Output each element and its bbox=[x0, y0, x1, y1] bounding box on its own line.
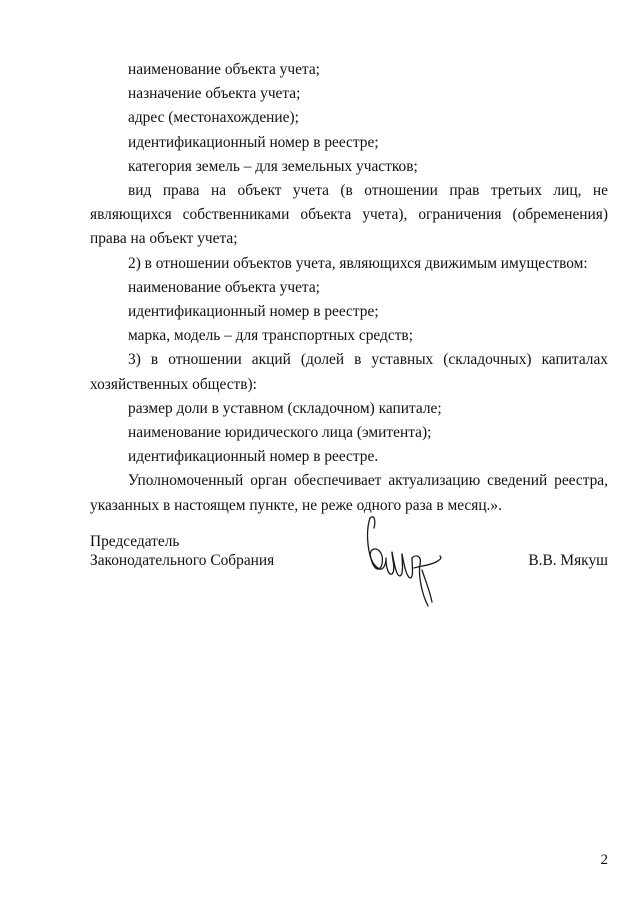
signature-block bbox=[90, 532, 608, 612]
paragraph-movable-property: 2) в отношении объектов учета, являющихся движимым имуществом: bbox=[128, 254, 588, 272]
paragraph-share-size: размер доли в уставном (складочном) капитале; bbox=[128, 399, 442, 417]
paragraph-address: адрес (местонахождение); bbox=[128, 109, 299, 127]
signatory-title-line1: Председатель bbox=[90, 533, 180, 550]
paragraph-land-category: категория земель – для земельных участков; bbox=[128, 157, 418, 175]
signatory-title bbox=[90, 532, 274, 570]
handwritten-signature bbox=[362, 510, 446, 610]
paragraph-shares: 3) в отношении акций (долей в уставных (складочных) капиталах хозяйственных обществ): bbox=[90, 351, 608, 393]
document-body bbox=[90, 58, 608, 518]
paragraph-vehicle-model: марка, модель – для транспортных средств; bbox=[128, 327, 413, 345]
paragraph-registry-id: идентификационный номер в реестре; bbox=[128, 133, 379, 151]
paragraph-right-type: вид права на объект учета (в отношении прав третьих лиц, не являющихся собственниками объекта учета), ограничения (обременения) права на объект учета; bbox=[90, 182, 608, 248]
paragraph-object-purpose: назначение объекта учета; bbox=[128, 85, 301, 103]
paragraph-object-name: наименование объекта учета; bbox=[128, 61, 320, 78]
paragraph-movable-object-name: наименование объекта учета; bbox=[128, 278, 320, 296]
signatory-title-line2: Законодательного Собрания bbox=[90, 552, 275, 569]
paragraph-movable-registry-id: идентификационный номер в реестре; bbox=[128, 303, 379, 321]
page-number: 2 bbox=[600, 852, 608, 868]
signatory-name: В.В. Мякуш bbox=[528, 552, 608, 569]
paragraph-shares-registry-id: идентификационный номер в реестре. bbox=[128, 448, 379, 466]
paragraph-update-frequency: Уполномоченный орган обеспечивает актуализацию сведений реестра, указанных в настоящем пункте, не реже одного раза в месяц.». bbox=[90, 472, 608, 514]
paragraph-issuer-name: наименование юридического лица (эмитента); bbox=[128, 424, 432, 442]
